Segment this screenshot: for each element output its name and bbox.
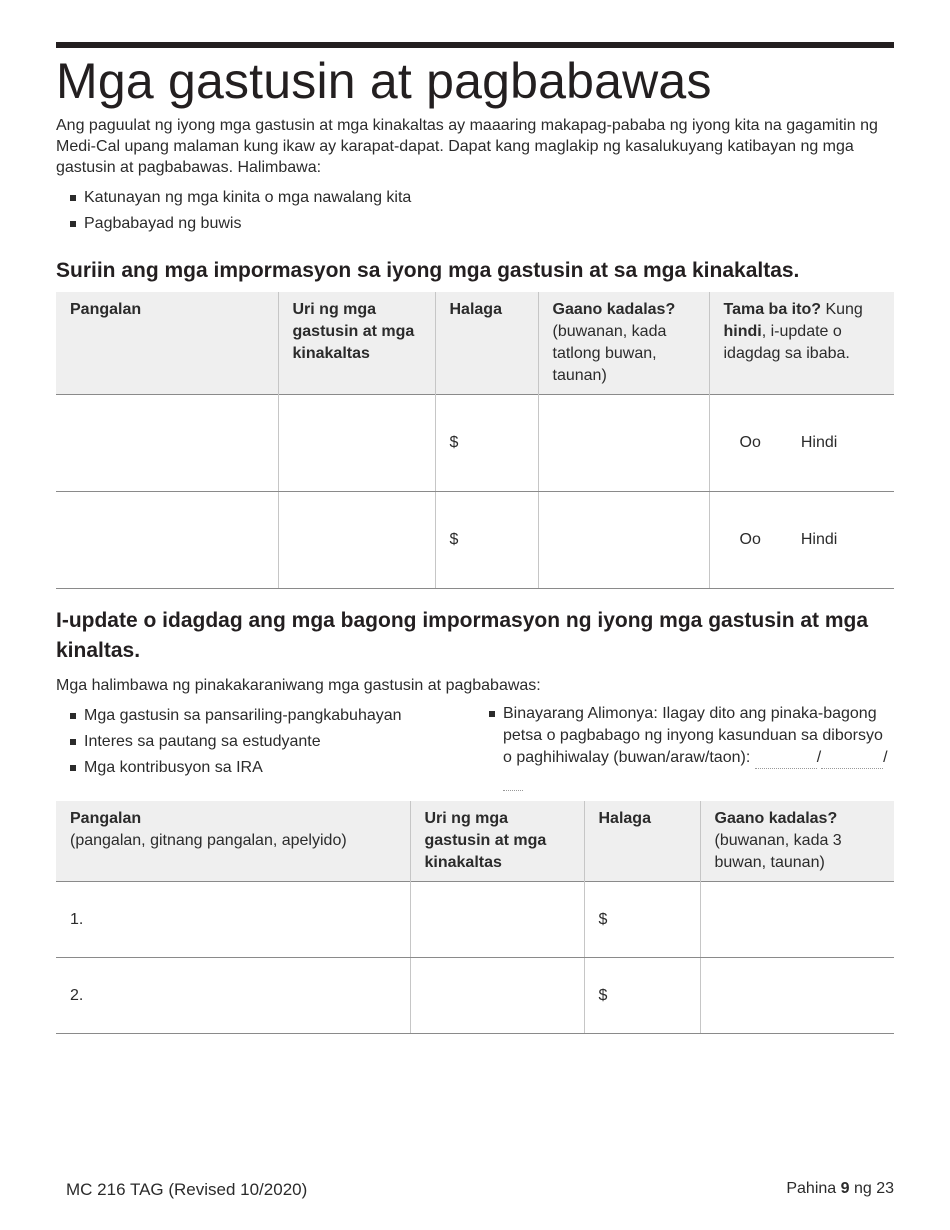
update-heading: I-update o idagdag ang mga bagong impormasyon ng iyong mga gastusin at mga kinaltas. bbox=[56, 609, 869, 662]
intro-paragraph: Ang paguulat ng iyong mga gastusin at mga kinakaltas ay maaaring makapag-pababa ng iyong kita na gagamitin ng Medi-Cal upang malaman kung ikaw ay karapat-dapat. Dapat kang maglakip ng kasalukuyang katibayan ng mga gastusin at pagbabawas. Halimbawa: bbox=[56, 117, 878, 176]
frequency-cell[interactable] bbox=[538, 492, 709, 589]
examples-list-left bbox=[70, 703, 402, 781]
no-option[interactable]: Hindi bbox=[800, 531, 838, 548]
yes-no-cell bbox=[709, 492, 894, 589]
amount-cell[interactable]: $ bbox=[584, 958, 700, 1034]
col-header-frequency: Gaano kadalas? (buwanan, kada 3 buwan, taunan) bbox=[700, 801, 894, 882]
list-item: Interes sa pautang sa estudyante bbox=[70, 729, 402, 755]
frequency-cell[interactable] bbox=[700, 882, 894, 958]
frequency-cell[interactable] bbox=[538, 395, 709, 492]
list-item: Katunayan ng mga kinita o mga nawalang kita bbox=[70, 185, 411, 211]
type-cell[interactable] bbox=[410, 882, 584, 958]
name-cell[interactable] bbox=[56, 395, 278, 492]
type-cell[interactable] bbox=[410, 958, 584, 1034]
review-heading: Suriin ang mga impormasyon sa iyong mga gastusin at sa mga kinakaltas. bbox=[56, 259, 800, 282]
col-header-name: Pangalan (pangalan, gitnang pangalan, apelyido) bbox=[56, 801, 410, 882]
date-day-field[interactable] bbox=[821, 754, 883, 769]
list-item: Mga gastusin sa pansariling-pangkabuhayan bbox=[70, 703, 402, 729]
yes-no-cell bbox=[709, 395, 894, 492]
date-month-field[interactable] bbox=[755, 754, 817, 769]
list-item: Mga kontribusyon sa IRA bbox=[70, 755, 402, 781]
examples-intro: Mga halimbawa ng pinakakaraniwang mga gastusin at pagbabawas: bbox=[56, 677, 541, 694]
name-cell[interactable] bbox=[56, 492, 278, 589]
intro-bullet-list bbox=[70, 185, 411, 237]
date-year-field[interactable] bbox=[503, 776, 523, 791]
table-header-row bbox=[56, 292, 894, 395]
review-table bbox=[56, 292, 894, 589]
yes-option[interactable]: Oo bbox=[739, 531, 761, 548]
amount-cell[interactable]: $ bbox=[435, 492, 538, 589]
table-row bbox=[56, 958, 894, 1034]
col-header-type: Uri ng mga gastusin at mga kinakaltas bbox=[278, 292, 435, 395]
list-item: Pagbabayad ng buwis bbox=[70, 211, 411, 237]
table-row bbox=[56, 492, 894, 589]
col-header-amount: Halaga bbox=[584, 801, 700, 882]
type-cell[interactable] bbox=[278, 395, 435, 492]
examples-list-right bbox=[489, 703, 889, 791]
table-header-row bbox=[56, 801, 894, 882]
col-header-type: Uri ng mga gastusin at mga kinakaltas bbox=[410, 801, 584, 882]
table-row bbox=[56, 882, 894, 958]
name-cell[interactable]: 2. bbox=[56, 958, 410, 1034]
update-table bbox=[56, 801, 894, 1034]
amount-cell[interactable]: $ bbox=[584, 882, 700, 958]
col-header-amount: Halaga bbox=[435, 292, 538, 395]
col-header-name: Pangalan bbox=[56, 292, 278, 395]
name-cell[interactable]: 1. bbox=[56, 882, 410, 958]
frequency-cell[interactable] bbox=[700, 958, 894, 1034]
alimony-item: Binayarang Alimonya: Ilagay dito ang pinaka-bagong petsa o pagbabago ng inyong kasunduan sa diborsyo o paghihiwalay (buwan/araw/taon): / / bbox=[489, 703, 889, 791]
col-header-frequency: Gaano kadalas? (buwanan, kada tatlong buwan, taunan) bbox=[538, 292, 709, 395]
amount-cell[interactable]: $ bbox=[435, 395, 538, 492]
top-rule bbox=[56, 42, 894, 48]
no-option[interactable]: Hindi bbox=[800, 434, 838, 451]
col-header-correct: Tama ba ito? Kung hindi, i-update o idagdag sa ibaba. bbox=[709, 292, 894, 395]
type-cell[interactable] bbox=[278, 492, 435, 589]
table-row bbox=[56, 395, 894, 492]
form-id: MC 216 TAG (Revised 10/2020) bbox=[66, 1180, 308, 1199]
page-number: Pahina 9 ng 23 bbox=[786, 1180, 894, 1197]
page-title: Mga gastusin at pagbabawas bbox=[56, 53, 712, 109]
yes-option[interactable]: Oo bbox=[739, 434, 761, 451]
